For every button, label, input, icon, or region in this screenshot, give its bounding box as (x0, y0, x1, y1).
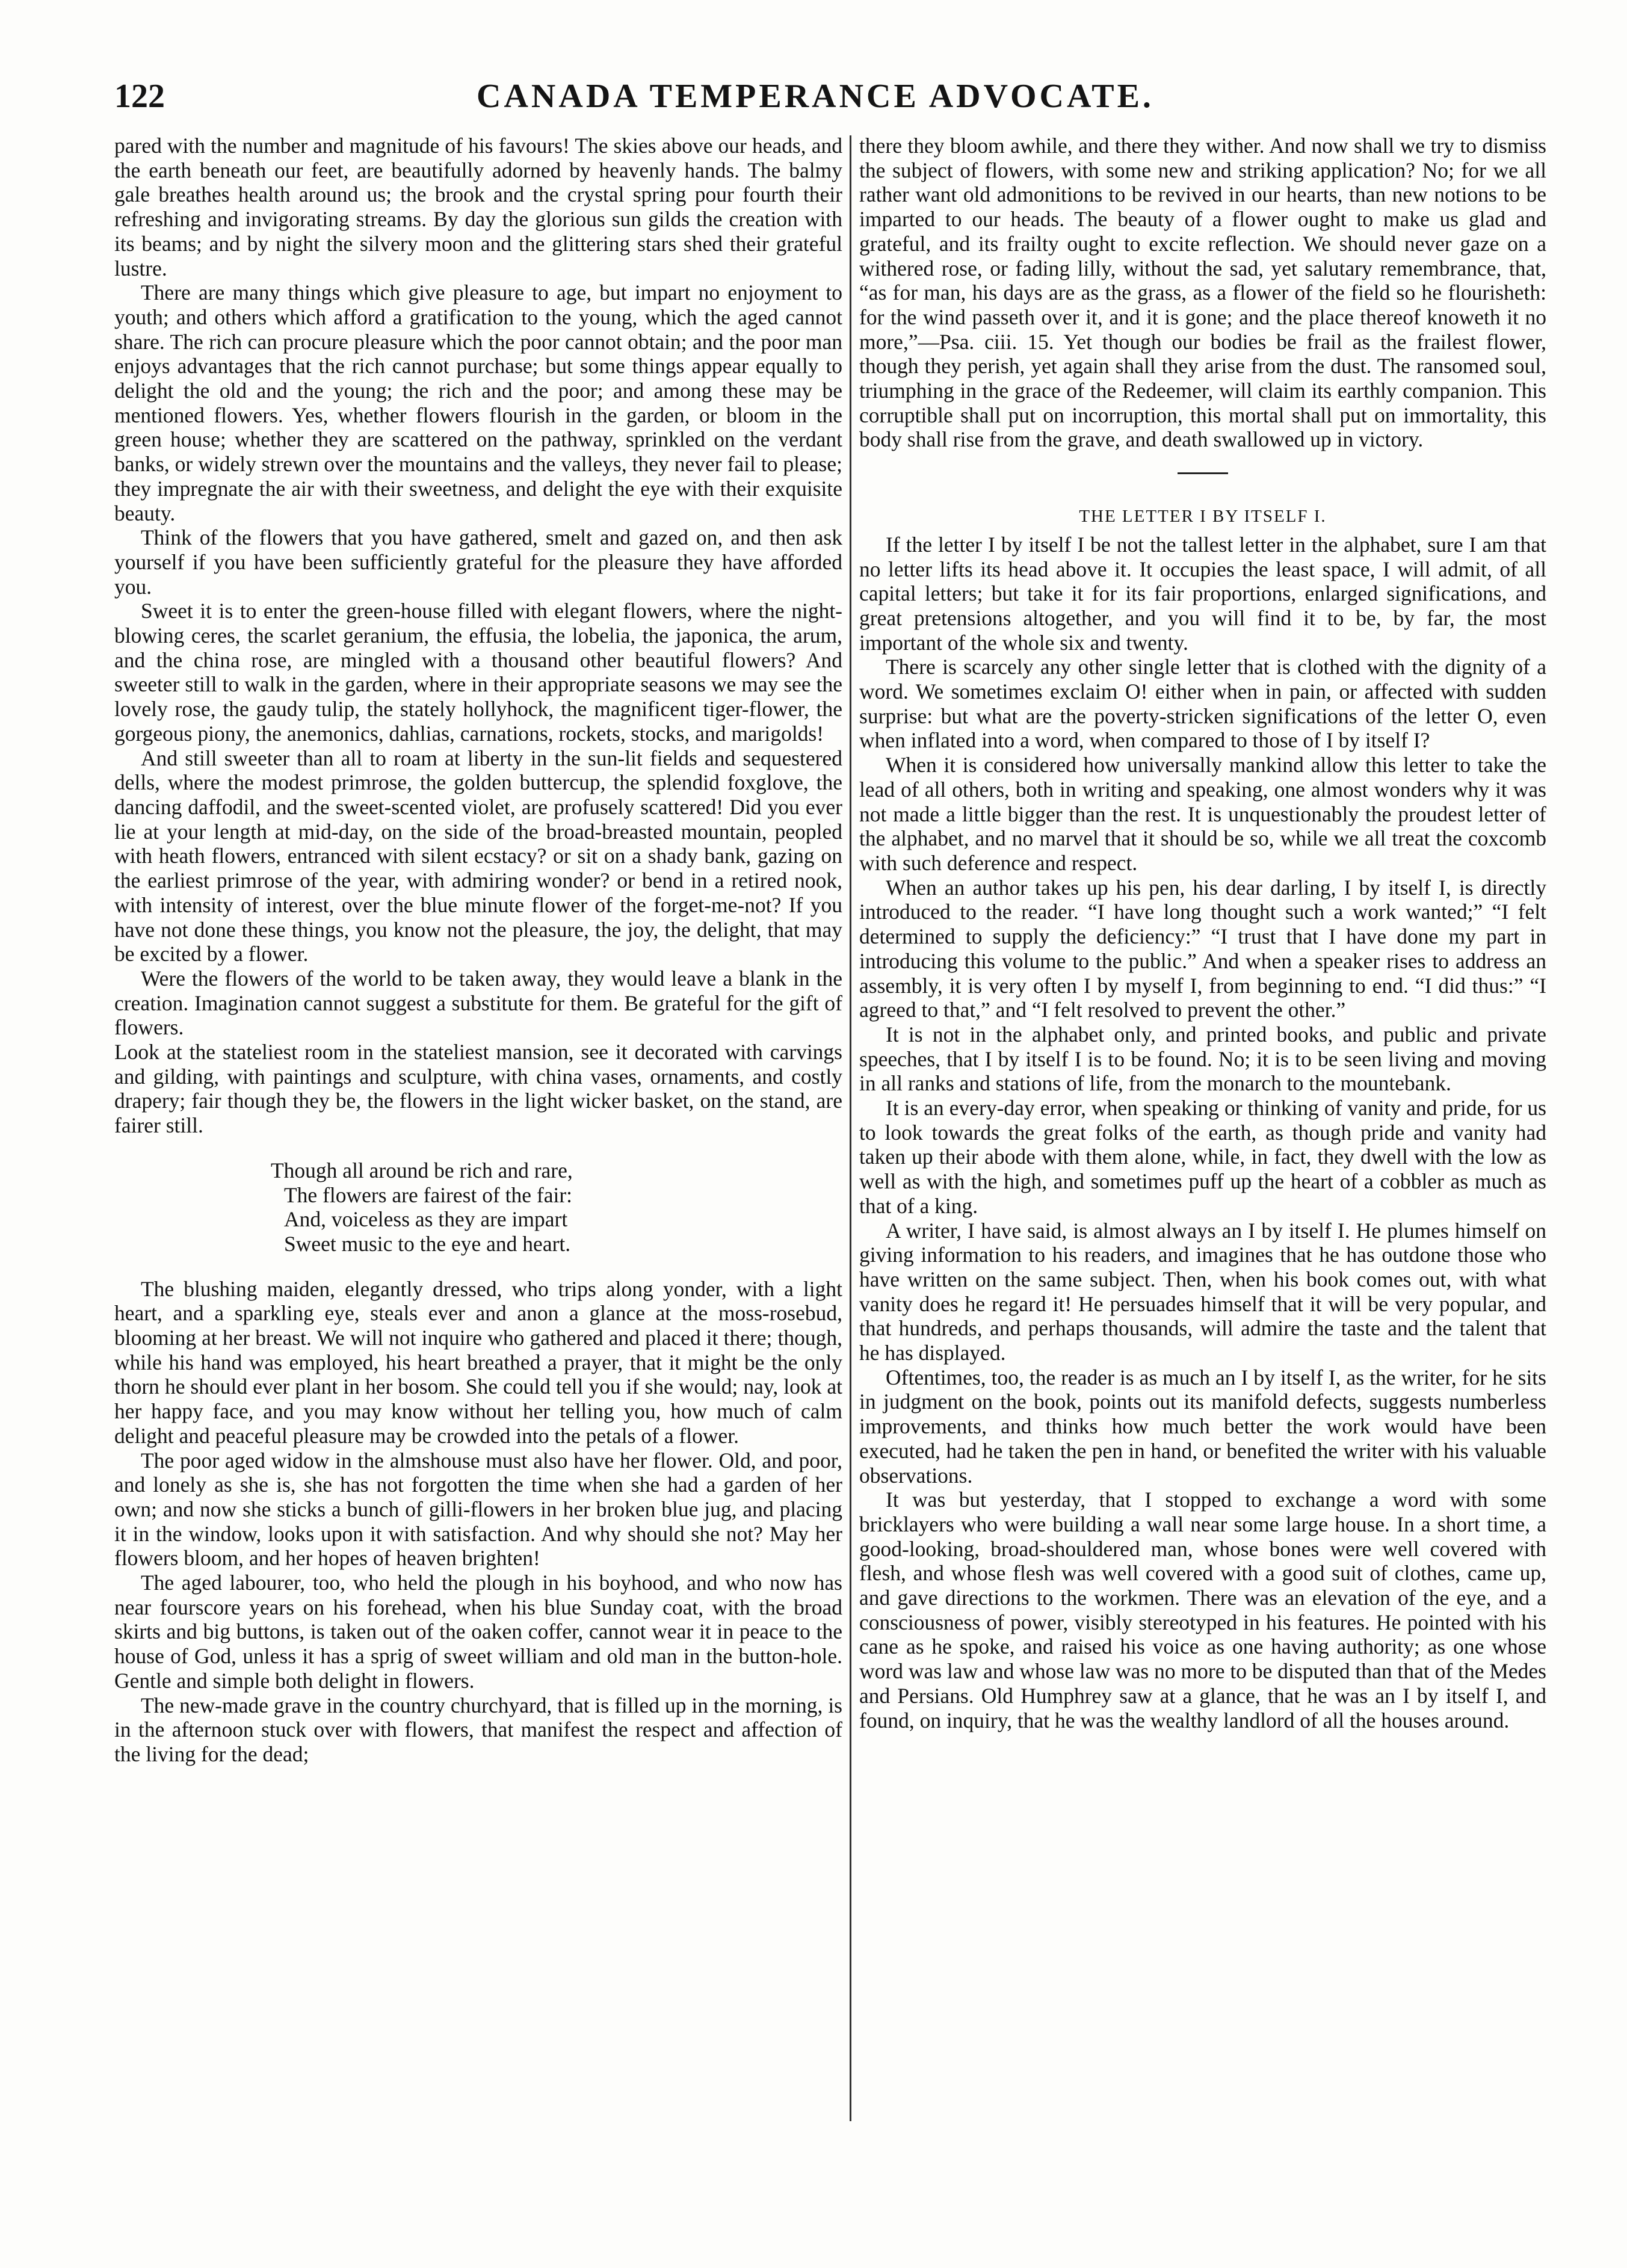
verse-line: Sweet music to the eye and heart. (284, 1231, 571, 1256)
article-paragraph: Were the flowers of the world to be taken away, they would leave a blank in the creation. Imagination cannot suggest a substitute for them. Be grateful for the gift of flowers. (114, 966, 842, 1040)
article-paragraph: Think of the flowers that you have gathered, smelt and gazed on, and then ask yourself if you have been sufficiently grateful for the pleasure they have afforded you. (114, 525, 842, 599)
verse-line: Though all around be rich and rare, (271, 1158, 573, 1182)
article-paragraph: It was but yesterday, that I stopped to exchange a word with some bricklayers who were building a wall near some large house. In a short time, a good-looking, broad-shouldered man, whose bones were well covered with flesh, and whose flesh was well covered with a good suit of clothes, came up, and gave directions to the workmen. There was an elevation of the eye, and a consciousness of power, visibly stereotyped in his features. He pointed with his cane as he spoke, and raised his voice as one having authority; as one whose word was law and whose law was no more to be disputed than that of the Medes and Persians. Old Humphrey saw at a glance, that he was an I by itself I, and found, on inquiry, that he was the wealthy landlord of all the houses around. (859, 1488, 1546, 1732)
section-heading: THE LETTER I BY ITSELF I. (1079, 507, 1327, 527)
article-paragraph: There is scarcely any other single letter that is clothed with the dignity of a word. We sometimes exclaim O! either when in pain, or affected with sudden surprise: but what are the poverty-stricken significations of the letter O, even when inflated into a word, when compared to those of I by itself I? (859, 655, 1546, 753)
article-paragraph: there they bloom awhile, and there they wither. And now shall we try to dismiss the subject of flowers, with some new and striking application? No; for we all rather want old admonitions to be revived in our hearts, than new notions to be imparted to our heads. The beauty of a flower ought to make us glad and grateful, and its frailty ought to excite reflection. We should never gaze on a withered rose, or fading lilly, without the sad, yet salutary remembrance, that, “as for man, his days are as the grass, as a flower of the field so he flourisheth: for the wind passeth over it, and it is gone; and the place thereof knoweth it no more,”—Psa. ciii. 15. Yet though our bodies be frail as the frailest flower, though they perish, yet again shall they arise from the dust. The ransomed soul, triumphing in the grace of the Redeemer, will claim its earthly companion. This corruptible shall put on incorruption, this mortal shall put on immortality, this body shall rise from the grave, and death swallowed up in victory. (859, 134, 1546, 452)
article-paragraph: And still sweeter than all to roam at liberty in the sun-lit fields and sequestered dells, where the modest primrose, the golden buttercup, the splendid foxglove, the dancing daffodil, and the sweet-scented violet, are profusely scattered! Did you ever lie at your length at mid-day, on the side of the broad-breasted mountain, peopled with heath flowers, entranced with silent ecstacy? or sit on a shady bank, gazing on the earliest primrose of the year, with admiring wonder? or bend in a retired nook, with intensity of interest, over the blue minute flower of the forget-me-not? If you have not done these things, you know not the pleasure, the joy, the delight, that may be excited by a flower. (114, 746, 842, 966)
article-paragraph: Oftentimes, too, the reader is as much an I by itself I, as the writer, for he sits in judgment on the book, points out its manifold defects, suggests numberless improvements, and thinks how much better the work would have been executed, had he taken the pen in hand, or benefited the writer with his valuable observations. (859, 1365, 1546, 1488)
article-paragraph: When it is considered how universally mankind allow this letter to take the lead of all others, both in writing and speaking, one almost wonders why it was not made a little bigger than the rest. It is unquestionably the proudest letter of the alphabet, and no marvel that it should be so, while we all treat the coxcomb with such deference and respect. (859, 753, 1546, 875)
article-paragraph: The blushing maiden, elegantly dressed, who trips along yonder, with a light heart, and a sparkling eye, steals ever and anon a glance at the moss-rosebud, blooming at her breast. We will not inquire who gathered and placed it there; though, while his hand was employed, his heart breathed a prayer, that it might be the only thorn he should ever plant in her bosom. She could tell you if she would; nay, look at her happy face, and you may know without her telling you, how much of calm delight and peaceful pleasure may be crowded into the petals of a flower. (114, 1276, 842, 1448)
column-divider (850, 135, 851, 2121)
running-title: CANADA TEMPERANCE ADVOCATE. (477, 78, 1154, 115)
article-paragraph: The new-made grave in the country churchyard, that is filled up in the morning, is in the afternoon stuck over with flowers, that manifest the respect and affection of the living for the dead; (114, 1693, 842, 1766)
article-paragraph: When an author takes up his pen, his dear darling, I by itself I, is directly introduced to the reader. “I have long thought such a work wanted;” “I felt determined to supply the deficiency:” “I trust that I have done my part in introducing this volume to the public.” And when a speaker rises to address an assembly, it is very often I by myself I, from beginning to end. “I did thus:” “I agreed to that,” and “I felt resolved to prevent the other.” (859, 875, 1546, 1022)
article-paragraph: The aged labourer, too, who held the plough in his boyhood, and who now has near fourscore years on his forehead, when his blue Sunday coat, with the broad skirts and big buttons, is taken out of the oaken coffer, cannot wear it in peace to the house of God, unless it has a sprig of sweet william and old man in the button-hole. Gentle and simple both delight in flowers. (114, 1571, 842, 1693)
article-paragraph: A writer, I have said, is almost always an I by itself I. He plumes himself on giving information to his readers, and imagines that he has outdone those who have written on the same subject. Then, when his book comes out, with what vanity does he regard it! He persuades himself that it will be very popular, and that hundreds, and perhaps thousands, will admire the taste and the talent that he has displayed. (859, 1218, 1546, 1365)
article-paragraph: The poor aged widow in the almshouse must also have her flower. Old, and poor, and lonely as she is, she has not forgotten the time when she had a garden of her own; and now she sticks a bunch of gilli-flowers in her broken blue jug, and placing it in the window, looks upon it with satisfaction. And why should she not? May her flowers bloom, and her hopes of heaven brighten! (114, 1448, 842, 1571)
article-paragraph: Sweet it is to enter the green-house filled with elegant flowers, where the night-blowing ceres, the scarlet geranium, the effusia, the lobelia, the japonica, the arum, and the china rose, are mingled with a thousand other beautiful flowers? And sweeter still to walk in the garden, where in their appropriate seasons we may see the lovely rose, the gaudy tulip, the stately hollyhock, the magnificent tiger-flower, the gorgeous piony, the anemonics, dahlias, carnations, rockets, stocks, and marigolds! (114, 599, 842, 746)
page-header (114, 72, 1516, 120)
section-divider (1178, 472, 1228, 474)
article-paragraph: It is not in the alphabet only, and printed books, and public and private speeches, that I by itself I is to be found. No; it is to be seen living and moving in all ranks and stations of life, from the monarch to the mountebank. (859, 1022, 1546, 1096)
verse-line: And, voiceless as they are impart (284, 1207, 568, 1232)
page-number: 122 (114, 78, 165, 115)
left-column (114, 134, 842, 1767)
verse-line: The flowers are fairest of the fair: (284, 1182, 573, 1207)
article-paragraph: Look at the stateliest room in the stateliest mansion, see it decorated with carvings and gilding, with paintings and sculpture, with china vases, ornaments, and costly drapery; fair though they be, the flowers in the light wicker basket, on the stand, are fairer still. (114, 1040, 842, 1138)
right-column (859, 134, 1546, 1732)
article-paragraph: If the letter I by itself I be not the tallest letter in the alphabet, sure I am that no letter lifts its head above it. It occupies the least space, I will admit, of all capital letters; but take it for its fair proportions, enlarged significations, and great pretensions altogether, and you will find it to be, by far, the most important of the whole six and twenty. (859, 532, 1546, 655)
article-paragraph: pared with the number and magnitude of his favours! The skies above our heads, and the earth beneath our feet, are beautifully adorned by heavenly hands. The balmy gale breathes health around us; the brook and the crystal spring pour fourth their refreshing and invigorating streams. By day the glorious sun gilds the creation with its beams; and by night the silvery moon and the glittering stars shed their grateful lustre. (114, 134, 842, 280)
article-paragraph: It is an every-day error, when speaking or thinking of vanity and pride, for us to look towards the great folks of the earth, as though pride and vanity had taken up their abode with them alone, while, in fact, they dwell with the low as well as with the high, and sometimes puff up the heart of a cobbler as much as that of a king. (859, 1096, 1546, 1218)
article-paragraph: There are many things which give pleasure to age, but impart no enjoyment to youth; and others which afford a gratification to the young, which the aged cannot share. The rich can procure pleasure which the poor cannot obtain; and the poor man enjoys advantages that the rich cannot purchase; but some things appear equally to delight the old and the young; the rich and the poor; and among these may be mentioned flowers. Yes, whether flowers flourish in the garden, or bloom in the green house; whether they are scattered on the pathway, sprinkled on the verdant banks, or widely strewn over the mountains and the valleys, they never fail to please; they impregnate the air with their sweetness, and delight the eye with their exquisite beauty. (114, 280, 842, 525)
verse-stanza (271, 1158, 842, 1256)
